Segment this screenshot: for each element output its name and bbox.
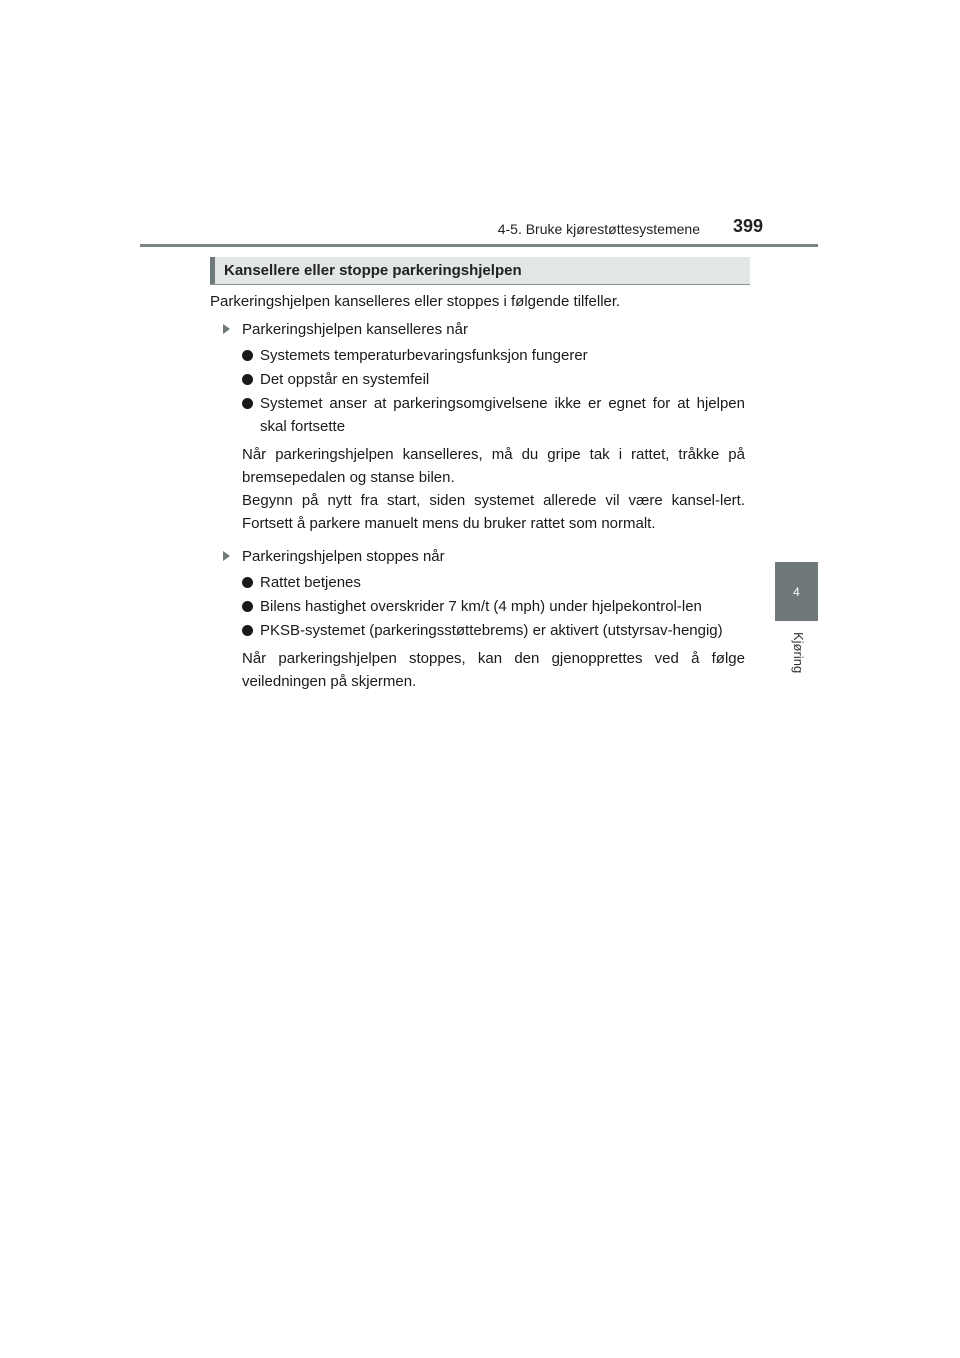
group-heading: Parkeringshjelpen stoppes når bbox=[210, 545, 745, 568]
bullet-dot-icon bbox=[242, 374, 253, 385]
triangle-bullet-icon bbox=[223, 551, 230, 561]
group-note: Når parkeringshjelpen kanselleres, må du gripe tak i rattet, tråkke på bremsepedalen og stanse bilen. bbox=[242, 446, 745, 486]
list-item: Rattet betjenes bbox=[210, 571, 745, 594]
list-item: Systemets temperaturbevaringsfunksjon fungerer bbox=[210, 344, 745, 367]
bullet-dot-icon bbox=[242, 350, 253, 361]
list-item: Det oppstår en systemfeil bbox=[210, 368, 745, 391]
triangle-bullet-icon bbox=[223, 324, 230, 334]
chapter-label: Kjøring bbox=[791, 632, 806, 674]
section-body bbox=[210, 290, 745, 693]
bullet-dot-icon bbox=[242, 398, 253, 409]
group-note: Når parkeringshjelpen stoppes, kan den gjenopprettes ved å følge veiledningen på skjermen. bbox=[242, 650, 745, 690]
header-divider bbox=[140, 244, 818, 247]
group-note: Begynn på nytt fra start, siden systemet allerede vil være kansel-lert. Fortsett å parkere manuelt mens du bruker rattet som normalt. bbox=[242, 492, 745, 532]
bullet-dot-icon bbox=[242, 577, 253, 588]
condition-group-stop bbox=[210, 545, 745, 693]
bullet-dot-icon bbox=[242, 625, 253, 636]
list-item: PKSB-systemet (parkeringsstøttebrems) er aktivert (utstyrsav-hengig) bbox=[210, 619, 745, 642]
condition-group-cancel bbox=[210, 318, 745, 535]
section-title: Kansellere eller stoppe parkeringshjelpen bbox=[224, 262, 522, 279]
chapter-number: 4 bbox=[793, 584, 800, 599]
section-header-accent bbox=[210, 257, 215, 284]
group-heading: Parkeringshjelpen kanselleres når bbox=[210, 318, 745, 341]
list-item: Bilens hastighet overskrider 7 km/t (4 mph) under hjelpekontrol-len bbox=[210, 595, 745, 618]
list-item: Systemet anser at parkeringsomgivelsene ikke er egnet for at hjelpen skal fortsette bbox=[210, 392, 745, 438]
section-header bbox=[210, 257, 750, 285]
page-number: 399 bbox=[732, 216, 764, 236]
running-header: 4-5. Bruke kjørestøttesystemene bbox=[497, 221, 700, 237]
bullet-dot-icon bbox=[242, 601, 253, 612]
intro-paragraph: Parkeringshjelpen kanselleres eller stoppes i følgende tilfeller. bbox=[210, 293, 621, 310]
chapter-tab bbox=[775, 562, 818, 621]
